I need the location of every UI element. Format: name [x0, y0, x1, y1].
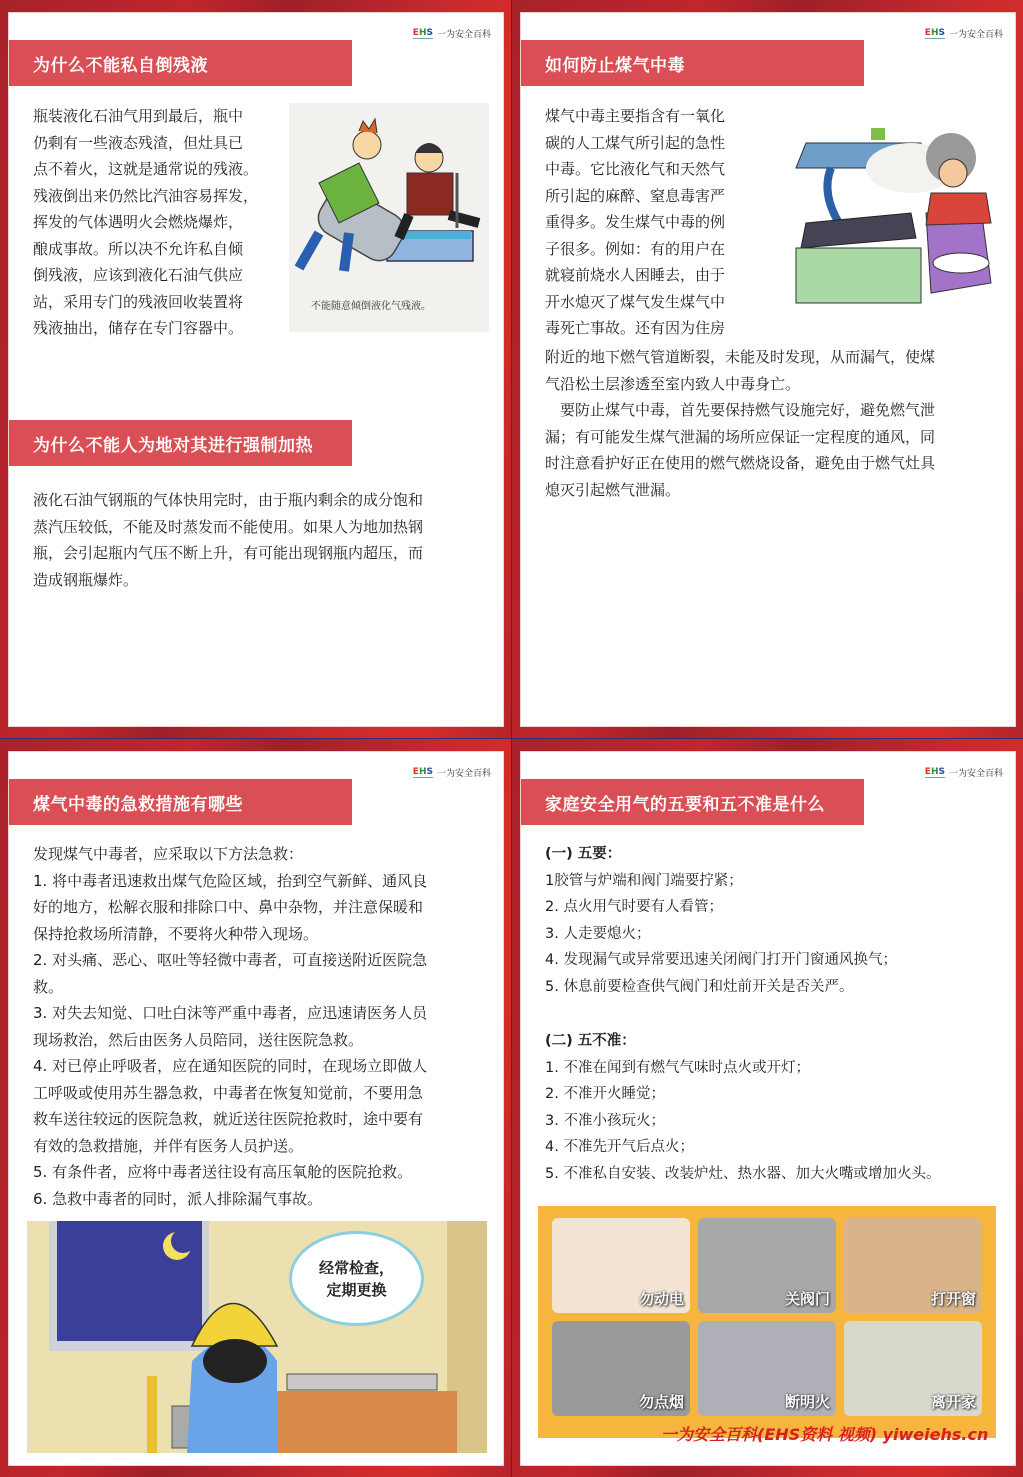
- text-line: 漏；有可能发生煤气泄漏的场所应保证一定程度的通风，同: [545, 427, 936, 446]
- tile-label: 勿点烟: [638, 1393, 684, 1411]
- page-prevent-gas-poisoning: [512, 0, 1023, 738]
- list-item: 5. 休息前要检查供气阀门和灶前开关是否关严。: [545, 978, 854, 995]
- content-card: [8, 12, 504, 727]
- ehs-logo-icon: EHS: [412, 28, 433, 38]
- watermark: 一为安全百科(EHS资料 视频) yiweiehs.cn: [661, 1425, 989, 1444]
- text-line: 瓶装液化石油气用到最后，瓶中: [33, 107, 244, 125]
- brand-logo: [925, 766, 1003, 779]
- tile-label: 关阀门: [784, 1290, 830, 1308]
- text-line: 酿成事故。所以决不允许私自倾: [33, 239, 244, 258]
- tip-tile-no-smoking: [552, 1321, 690, 1416]
- bubble-text: 经常检查，: [318, 1258, 394, 1277]
- brand-name: 一为安全百科: [948, 30, 1003, 40]
- text-line: 蒸汽压较低，不能及时蒸发而不能使用。如果人为地加热钢: [33, 517, 424, 536]
- text-line: 4. 对已停止呼吸者，应在通知医院的同时，在现场立即做人: [33, 1057, 428, 1075]
- tip-tile-cut-fire: [698, 1321, 836, 1416]
- section-title-banner: 为什么不能人为地对其进行强制加热: [9, 420, 352, 466]
- section-body: [33, 841, 493, 1212]
- residue-illustration: [289, 103, 489, 332]
- list-heading: (一) 五要：: [545, 846, 622, 862]
- tile-label: 勿动电: [638, 1290, 684, 1308]
- text-line: 发现煤气中毒者，应采取以下方法急救：: [33, 845, 304, 863]
- bubble-text: 定期更换: [326, 1280, 387, 1299]
- list-item: 1胶管与炉端和阀门端要拧紧；: [545, 872, 743, 889]
- worker-gas-meter-cartoon-icon: [27, 1221, 487, 1453]
- text-line: 造成钢瓶爆炸。: [33, 570, 139, 589]
- content-card: [520, 751, 1016, 1466]
- list-item: 3. 人走要熄火；: [545, 925, 651, 942]
- ehs-logo-icon: EHS: [924, 767, 945, 777]
- brand-name: 一为安全百科: [436, 30, 491, 40]
- gas-poisoning-illustration: [791, 113, 1006, 323]
- text-line: 煤气中毒主要指含有一氧化: [545, 107, 726, 125]
- tip-tile-close-valve: [698, 1218, 836, 1313]
- ehs-logo-icon: EHS: [412, 767, 433, 777]
- page-first-aid: [0, 739, 511, 1477]
- list-item: 4. 不准先开气后点火；: [545, 1139, 694, 1155]
- text-line: 好的地方，松解衣服和排除口中、鼻中杂物，并注意保暖和: [33, 898, 424, 916]
- list-heading: (二) 五不准：: [545, 1033, 636, 1049]
- page-divider-horizontal: [0, 738, 1023, 739]
- text-line: 附近的地下燃气管道断裂，未能及时发现，从而漏气，使煤: [545, 348, 936, 366]
- section-body: [33, 487, 493, 593]
- text-line: 倒残液，应该到液化石油气供应: [33, 266, 244, 284]
- text-line: 时注意看护好正在使用的燃气燃烧设备，避免由于燃气灶具: [545, 454, 936, 472]
- section-body-wide: [545, 344, 1005, 503]
- text-line: 残液抽出，储存在专门容器中。: [33, 319, 244, 337]
- section-title-banner: 如何防止煤气中毒: [521, 40, 864, 86]
- text-line: 挥发的气体遇明火会燃烧爆炸，: [33, 213, 244, 231]
- text-line: 中毒。它比液化气和天然气: [545, 160, 726, 178]
- text-line: 液化石油气钢瓶的气体快用完时，由于瓶内剩余的成分饱和: [33, 491, 424, 509]
- text-line: 有效的急救措施，并伴有医务人员护送。: [33, 1136, 304, 1155]
- speech-bubble: [289, 1231, 424, 1326]
- text-line: 2. 对头痛、恶心、呕吐等轻微中毒者，可直接送附近医院急: [33, 951, 428, 969]
- text-line: 重得多。发生煤气中毒的例: [545, 213, 726, 231]
- content-card: [8, 751, 504, 1466]
- text-line: 站，采用专门的残液回收装置将: [33, 292, 244, 311]
- text-line: 瓶，会引起瓶内气压不断上升，有可能出现钢瓶内超压，而: [33, 544, 424, 562]
- text-line: 碳的人工煤气所引起的急性: [545, 133, 726, 152]
- text-line: 救。: [33, 977, 64, 996]
- text-line: 5. 有条件者，应将中毒者送往设有高压氧舱的医院抢救。: [33, 1163, 413, 1181]
- text-line: 工呼吸或使用苏生器急救，中毒者在恢复知觉前，不要用急: [33, 1083, 424, 1102]
- text-line: 就寝前烧水人困睡去，由于: [545, 266, 726, 284]
- content-card: [520, 12, 1016, 727]
- list-item: 2. 不准开火睡觉；: [545, 1086, 665, 1102]
- tile-label: 离开家: [930, 1393, 976, 1411]
- section-title-banner: 为什么不能私自倒残液: [9, 40, 352, 86]
- brand-name: 一为安全百科: [436, 769, 491, 779]
- safety-tips-grid: [538, 1206, 996, 1438]
- list-item: 4. 发现漏气或异常要迅速关闭阀门打开门窗通风换气；: [545, 952, 897, 968]
- brand-name: 一为安全百科: [948, 769, 1003, 779]
- tip-tile-leave-home: [844, 1321, 982, 1416]
- section-body: [33, 103, 303, 342]
- text-line: 3. 对失去知觉、口吐白沫等严重中毒者，应迅速请医务人员: [33, 1004, 428, 1022]
- tip-tile-open-window: [844, 1218, 982, 1313]
- ehs-logo-icon: EHS: [924, 28, 945, 38]
- grandma-stove-cartoon-icon: [791, 113, 1006, 323]
- text-line: 点不着火，这就是通常说的残液。: [33, 160, 259, 178]
- gas-check-illustration: [27, 1221, 487, 1453]
- text-line: 毒死亡事故。还有因为住房: [545, 319, 726, 337]
- list-item: 5. 不准私自安装、改装炉灶、热水器、加大火嘴或增加火头。: [545, 1165, 941, 1182]
- list-item: 1. 不准在闻到有燃气气味时点火或开灯；: [545, 1059, 810, 1076]
- section-title-banner: 煤气中毒的急救措施有哪些: [9, 779, 352, 825]
- text-line: 救车送往较远的医院急救，就近送往医院抢救时，途中要有: [33, 1110, 424, 1128]
- text-line: 气沿松土层渗透至室内致人中毒身亡。: [545, 374, 801, 393]
- tip-tile-no-electric: [552, 1218, 690, 1313]
- list-item: 2. 点火用气时要有人看管；: [545, 899, 723, 915]
- page-private-residue: [0, 0, 511, 738]
- page-five-do-five-dont: [512, 739, 1023, 1477]
- section-title-banner: 家庭安全用气的五要和五不准是什么: [521, 779, 864, 825]
- text-line: 现场救治，然后由医务人员陪同，送往医院急救。: [33, 1030, 364, 1049]
- text-line: 所引起的麻醉、窒息毒害严: [545, 186, 726, 205]
- text-line: 要防止煤气中毒，首先要保持燃气设施完好，避免燃气泄: [545, 401, 936, 419]
- five-dont-list: [545, 1028, 1015, 1187]
- image-caption: 不能随意倾倒液化气残液。: [311, 301, 431, 312]
- text-line: 6. 急救中毒者的同时，派人排除漏气事故。: [33, 1189, 323, 1208]
- text-line: 仍剩有一些液态残渣，但灶具已: [33, 133, 244, 152]
- tile-label: 断明火: [784, 1393, 830, 1411]
- text-line: 保持抢救场所清静，不要将火种带入现场。: [33, 924, 319, 943]
- tile-label: 打开窗: [930, 1290, 976, 1308]
- text-line: 残液倒出来仍然比汽油容易挥发，: [33, 186, 259, 205]
- list-item: 3. 不准小孩玩火；: [545, 1112, 665, 1129]
- text-line: 开水熄灭了煤气发生煤气中: [545, 292, 726, 311]
- brand-logo: [413, 27, 491, 40]
- text-line: 1. 将中毒者迅速救出煤气危险区域，抬到空气新鲜、通风良: [33, 871, 428, 890]
- five-do-list: [545, 841, 1010, 1000]
- text-line: 熄灭引起燃气泄漏。: [545, 480, 681, 499]
- section-body-narrow: [545, 103, 765, 342]
- brand-logo: [413, 766, 491, 779]
- text-line: 子很多。例如：有的用户在: [545, 239, 726, 258]
- brand-logo: [925, 27, 1003, 40]
